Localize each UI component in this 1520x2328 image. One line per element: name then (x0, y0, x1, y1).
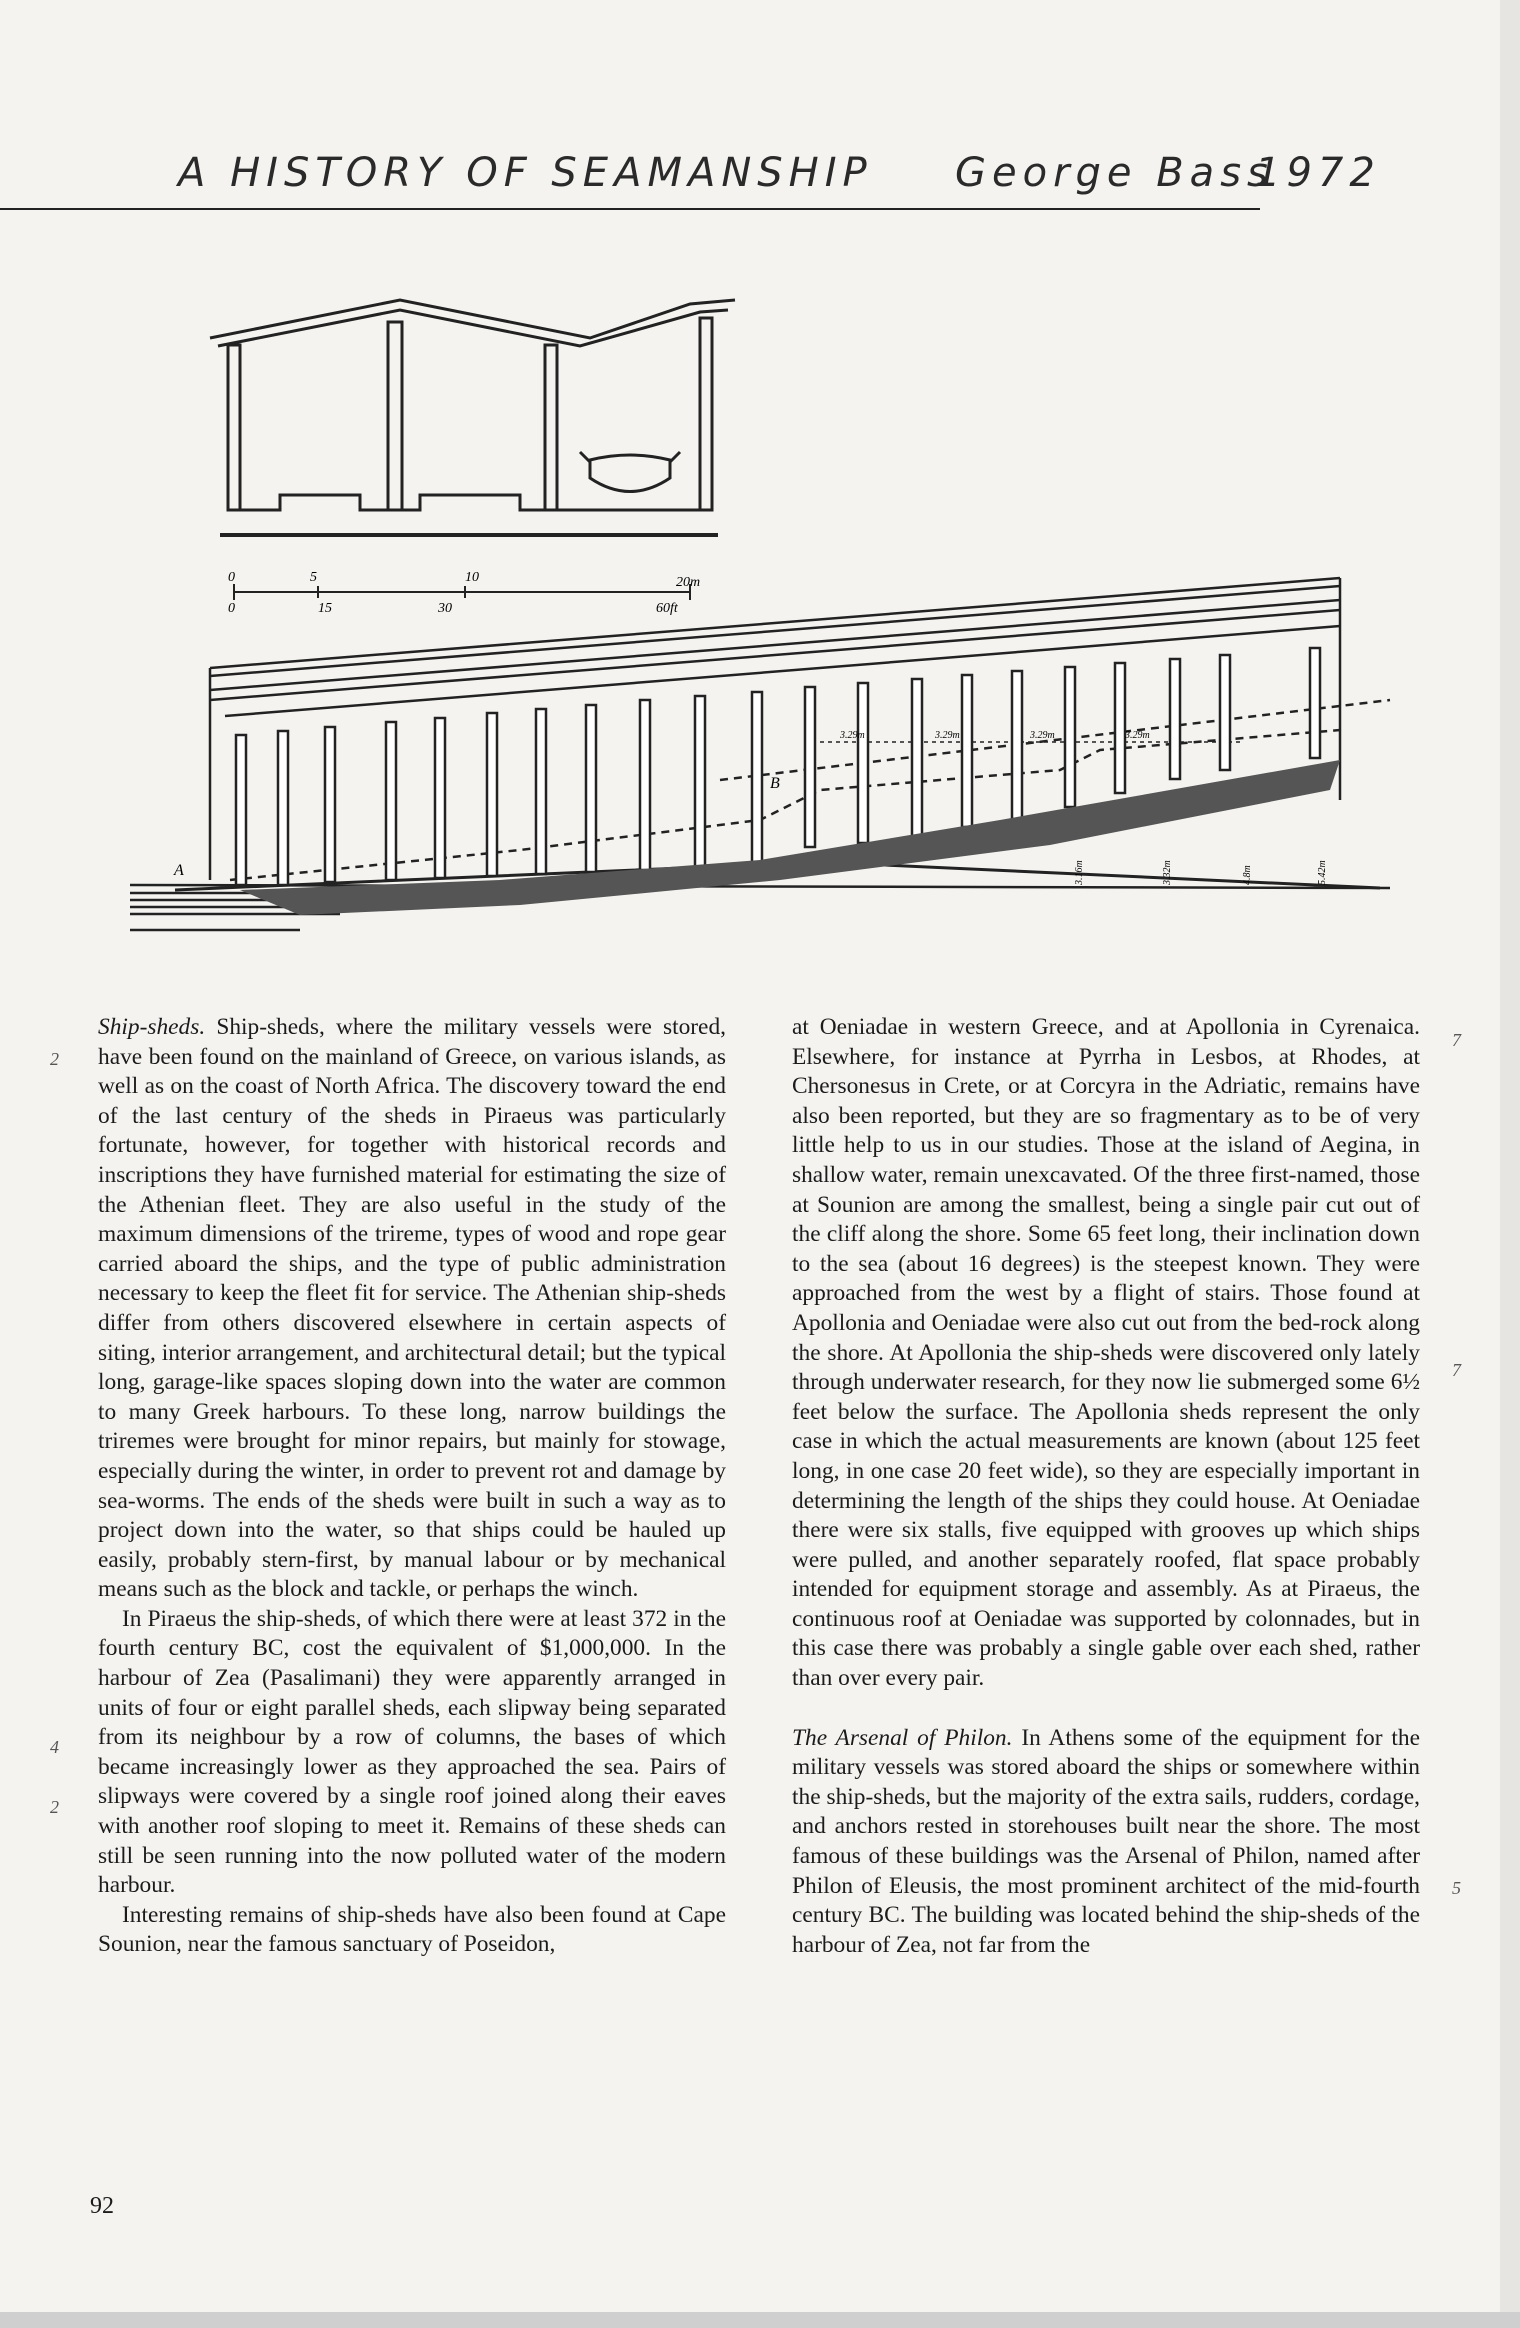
depth-4: 5.42m (1317, 860, 1328, 885)
handwritten-author: George Bass (955, 150, 1274, 196)
rubble (240, 760, 1340, 915)
depth-1: 3.16m (1074, 860, 1085, 885)
bay-dim-4: 3.29m (1125, 730, 1150, 741)
label-b: B (770, 775, 780, 792)
paragraph: In Piraeus the ship-sheds, of which there were at least 372 in the fourth century BC, cost the equivalent of $1,000,000. In the harbour of Zea (Pasalimani) they were apparently arranged in units of four or eight parallel sheds, each slipway being separated from its neighbour by a row of columns, the bases of which became increasingly lower as they approached the sea. Pairs of slipways were covered by a single roof joined along their eaves with another roof sloping to meet it. Remains of these sheds can still be seen running into the now polluted water of the modern harbour. (98, 1605, 726, 1899)
left-margin-note: 4 (50, 1737, 59, 1757)
right-margin-note: 5 (1452, 1878, 1461, 1898)
right-column (792, 1013, 1420, 1960)
scale-bottom-15: 15 (318, 601, 332, 616)
scan-edge (1500, 0, 1520, 2328)
depth-3: 4.8m (1242, 865, 1253, 885)
paragraph: Interesting remains of ship-sheds have also been found at Cape Sounion, near the famous sanctuary of Poseidon, (98, 1901, 726, 1958)
paragraph-text: In Athens some of the equipment for the military vessels was stored aboard the ships or somewhere within the ship-sheds, but the majority of the extra sails, rudders, cordage, and anchors rested in storehouses built near the shore. The most famous of these buildings was the Arsenal of Philon, named after Philon of Eleusis, the most prominent architect of the mid-fourth century BC. The building was located behind the ship-sheds of the harbour of Zea, not far from the (792, 1724, 1420, 1958)
right-margin-note: 7 (1452, 1030, 1461, 1050)
scale-bar (234, 584, 690, 600)
scale-bottom-60ft: 60ft (656, 601, 678, 616)
scale-top-10: 10 (465, 570, 479, 585)
handwritten-title: A HISTORY OF SEAMANSHIP (178, 150, 873, 196)
cross-section (210, 300, 735, 535)
scale-bottom-30: 30 (438, 601, 452, 616)
section-heading: Ship-sheds. (98, 1014, 206, 1040)
paragraph (98, 1013, 726, 1605)
scale-top-0: 0 (228, 570, 235, 585)
left-column (98, 1013, 726, 1960)
scale-top-5: 5 (310, 570, 317, 585)
ship-shed-drawing (0, 0, 1520, 960)
bay-dim-1: 3.29m (840, 730, 865, 741)
handwritten-year: 1972 (1255, 150, 1381, 196)
bay-dim-3: 3.29m (1030, 730, 1055, 741)
scale-bottom-0: 0 (228, 601, 235, 616)
paragraph-text: Ship-sheds, where the military vessels were stored, have been found on the mainland of Greece, on various islands, as well as on the coast of North Africa. The discovery toward the end of the last century of the sheds in Piraeus was particularly fortunate, however, for together with historical records and inscriptions they have furnished material for estimating the size of the Athenian fleet. They are also useful in the study of the maximum dimensions of the trireme, types of wood and rope gear carried aboard the ships, and the type of public administration necessary to keep the fleet fit for service. The Athenian ship-sheds differ from others discovered elsewhere in certain aspects of siting, interior arrangement, and architectural detail; but the typical long, garage-like spaces sloping down into the water are common to many Greek harbours. To these long, narrow buildings the triremes were brought for minor repairs, but mainly for stowage, especially during the winter, in order to prevent rot and damage by sea-worms. The ends of the sheds were built in such a way as to project down into the water, so that ships could be hauled up easily, probably stern-first, by manual labour or by mechanical means such as the block and tackle, or perhaps the winch. (98, 1014, 726, 1603)
left-margin-note: 2 (50, 1049, 59, 1069)
right-margin-note: 7 (1452, 1360, 1461, 1380)
scale-top-20m: 20m (676, 575, 701, 590)
paragraph: at Oeniadae in western Greece, and at Apollonia in Cyrenaica. Elsewhere, for instance at Pyrrha in Lesbos, at Rhodes, at Chersonesus in Crete, or at Corcyra in the Adriatic, remains have also been reported, but they are so fragmentary as to be of very little help to us in our studies. Those at the island of Aegina, in shallow water, remain unexcavated. Of the three first-named, those at Sounion are among the smallest, being a single pair cut out of the cliff along the shore. Some 65 feet long, their inclination down to the sea (about 16 degrees) is the steepest known. They were approached from the west by a flight of stairs. Those found at Apollonia and Oeniadae were also cut out from the bed-rock along the shore. At Apollonia the ship-sheds were discovered only lately through underwater research, for they now lie submerged some 6½ feet below the surface. The Apollonia sheds represent the only case in which the actual measurements are known (about 125 feet long, in one case 20 feet wide), so they are especially important in determining the length of the ships they could house. At Oeniadae there were six stalls, five equipped with grooves up which ships were pulled, and another separately roofed, flat space probably intended for equipment storage and assembly. As at Piraeus, the continuous roof at Oeniadae was supported by colonnades, but in this case there was probably a single gable over each shed, rather than over every pair. (792, 1014, 1420, 1692)
column-row (236, 648, 1320, 885)
section-gap (792, 1694, 1420, 1724)
scan-bottom-edge (0, 2312, 1520, 2328)
left-margin-note: 2 (50, 1797, 59, 1817)
section-heading: The Arsenal of Philon. (792, 1724, 1013, 1751)
bay-dim-2: 3.29m (935, 730, 960, 741)
paragraph (792, 1724, 1420, 1961)
label-a: A (174, 862, 184, 879)
depth-2: 3.32m (1162, 860, 1173, 885)
page-number: 92 (90, 2193, 114, 2219)
